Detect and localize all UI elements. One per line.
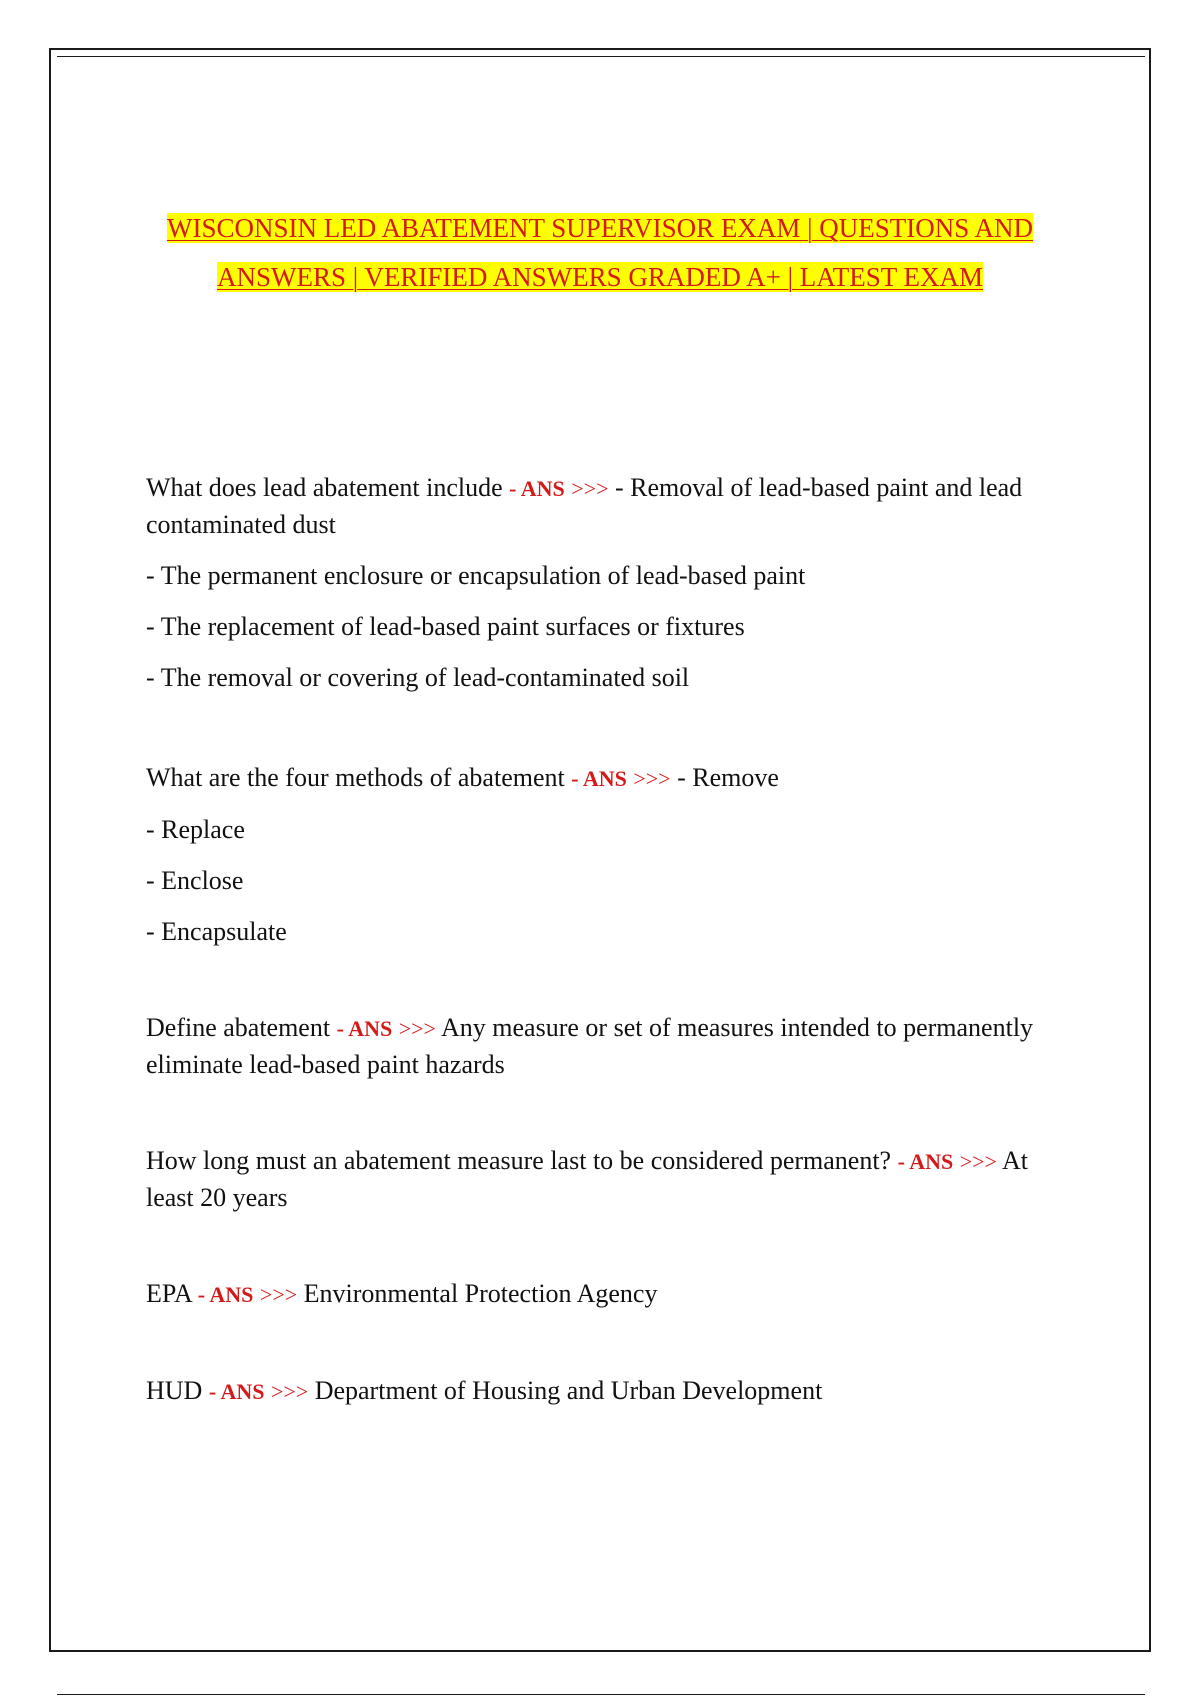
question-text: What does lead abatement include	[146, 473, 503, 502]
ans-arrow: >>>	[959, 1149, 997, 1174]
qa-text	[146, 760, 1046, 797]
answer-text: Environmental Protection Agency	[303, 1279, 658, 1308]
qa-item	[146, 1276, 1046, 1313]
question-text: HUD	[146, 1376, 203, 1405]
ans-marker: - ANS	[208, 1379, 265, 1404]
question-text: EPA	[146, 1279, 192, 1308]
question-text: How long must an abatement measure last to be considered permanent?	[146, 1146, 892, 1175]
answer-text: - Removal of lead-based paint and lead contaminated dust	[146, 473, 1023, 539]
qa-content	[146, 470, 1046, 1410]
answer-bullet: - Replace	[146, 815, 245, 844]
ans-marker: - ANS	[197, 1282, 254, 1307]
qa-text	[146, 1276, 1046, 1313]
ans-arrow: >>>	[633, 766, 671, 791]
qa-text	[146, 1373, 1046, 1410]
ans-arrow: >>>	[259, 1282, 298, 1307]
answer-bullet: - Encapsulate	[146, 917, 287, 946]
page-top-rule	[57, 56, 1145, 57]
question-text: What are the four methods of abatement	[146, 763, 565, 792]
qa-item	[146, 1010, 1046, 1083]
ans-marker: - ANS	[571, 766, 627, 791]
answer-text: At least 20 years	[146, 1146, 1029, 1212]
title-line-2: ANSWERS | VERIFIED ANSWERS GRADED A+ | LATEST EXAM	[216, 262, 984, 292]
document-title	[100, 204, 1100, 302]
answer-text: Any measure or set of measures intended to permanently eliminate lead-based paint hazards	[146, 1013, 1034, 1079]
qa-item	[146, 760, 1046, 950]
qa-text	[146, 1010, 1046, 1083]
qa-item	[146, 1373, 1046, 1410]
answer-bullet: - The replacement of lead-based paint surfaces or fixtures	[146, 612, 745, 641]
question-text: Define abatement	[146, 1013, 331, 1042]
answer-bullet: - Enclose	[146, 866, 244, 895]
answer-bullet: - The removal or covering of lead-contaminated soil	[146, 663, 690, 692]
answer-text: Department of Housing and Urban Development	[314, 1376, 823, 1405]
qa-text	[146, 470, 1046, 543]
answer-bullet: - The permanent enclosure or encapsulation of lead-based paint	[146, 561, 806, 590]
ans-marker: - ANS	[336, 1016, 393, 1041]
ans-marker: - ANS	[897, 1149, 954, 1174]
ans-marker: - ANS	[509, 476, 565, 501]
ans-arrow: >>>	[270, 1379, 309, 1404]
qa-item	[146, 470, 1046, 696]
title-line-1: WISCONSIN LED ABATEMENT SUPERVISOR EXAM | QUESTIONS AND	[166, 213, 1034, 243]
qa-item	[146, 1143, 1046, 1216]
page-bottom-rule	[57, 1694, 1145, 1695]
answer-text: - Remove	[677, 763, 779, 792]
qa-text	[146, 1143, 1046, 1216]
ans-arrow: >>>	[398, 1016, 436, 1041]
ans-arrow: >>>	[571, 476, 609, 501]
